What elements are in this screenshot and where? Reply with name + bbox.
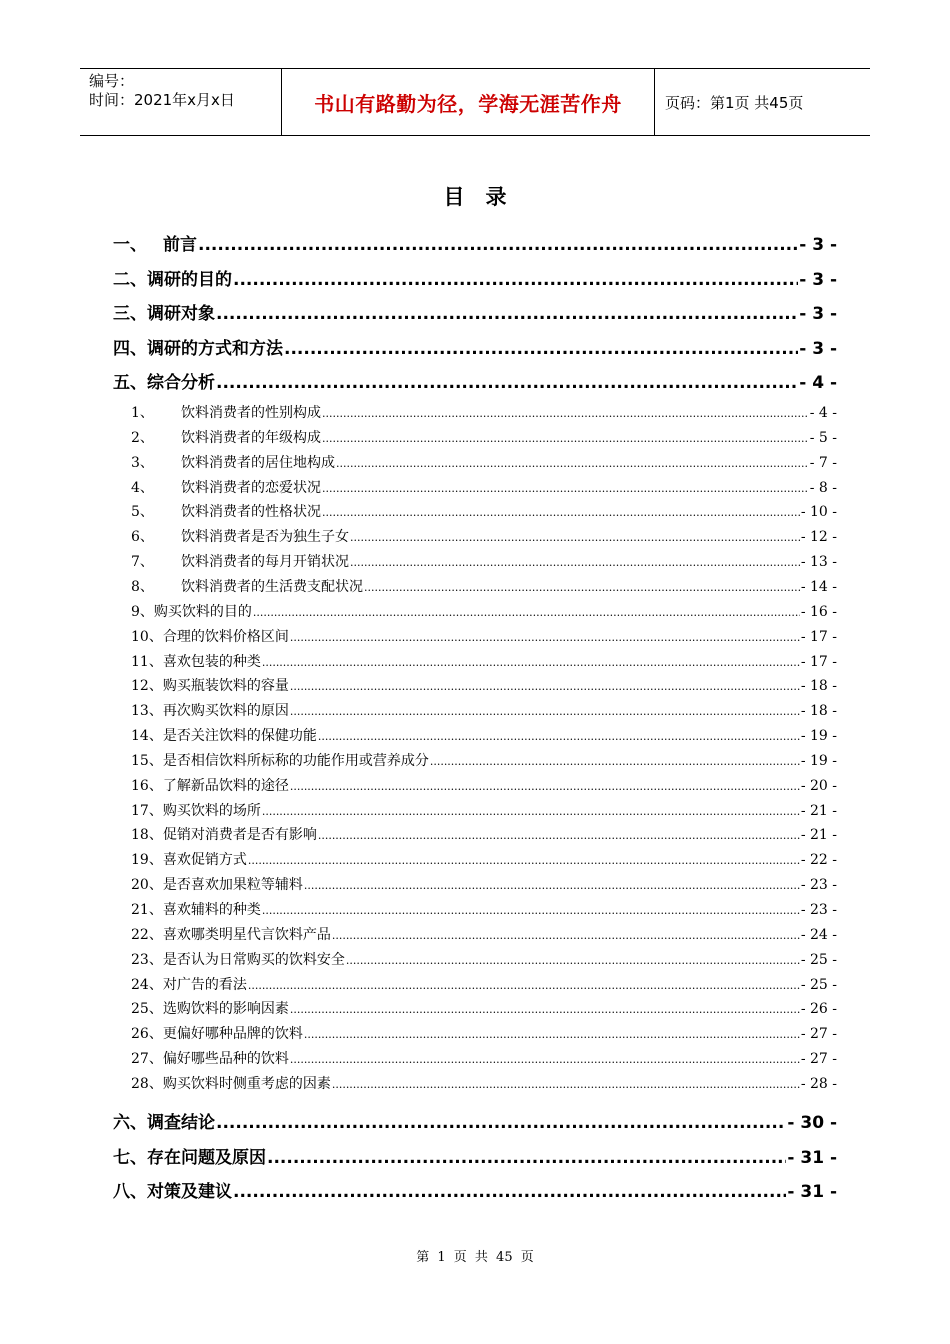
toc-entry-label: 合理的饮料价格区间: [162, 628, 289, 645]
toc-entry-label: 喜欢哪类明星代言饮料产品: [162, 926, 331, 943]
toc-entry-label: 调研对象: [147, 304, 215, 323]
toc-entry[interactable]: [131, 824, 837, 844]
toc-entry-label: 调研的方式和方法: [147, 338, 283, 358]
toc-entry[interactable]: [131, 402, 837, 422]
toc-entry[interactable]: [131, 1023, 837, 1043]
toc-dot-leader: [304, 1026, 800, 1042]
toc-dot-leader: [430, 753, 800, 769]
toc-entry-page: - 21 -: [800, 827, 837, 844]
toc-entry[interactable]: [131, 725, 837, 745]
toc-entry-number: 16、: [131, 777, 163, 794]
toc-entry-number: 七、: [113, 1147, 147, 1167]
toc-entry-label: 对策及建议: [147, 1182, 232, 1201]
toc-entry-page: - 16 -: [800, 603, 837, 620]
toc-dot-leader: [304, 877, 800, 893]
toc-entry[interactable]: [113, 1177, 837, 1201]
toc-entry-page: - 23 -: [800, 877, 837, 894]
toc-entry-number: 12、: [131, 678, 163, 695]
toc-entry-number: 8、: [131, 578, 154, 595]
toc-dot-leader: [248, 977, 800, 993]
toc-entry-label: 饮料消费者的年级构成: [181, 429, 321, 446]
toc-entry-number: 2、: [131, 429, 154, 446]
toc-entry-page: - 22 -: [800, 852, 837, 869]
toc-entry-label: 喜欢包装的种类: [162, 653, 261, 670]
toc-entry-number: 13、: [131, 703, 163, 720]
toc-dot-leader: [364, 579, 800, 595]
toc-entry-number: 1、: [131, 405, 154, 421]
toc-entry-page: - 27 -: [800, 1026, 837, 1043]
toc-entry-page: - 10 -: [800, 504, 837, 521]
toc-dot-leader: [318, 827, 800, 843]
toc-dot-leader: [332, 1076, 800, 1092]
toc-entry-number: 21、: [131, 902, 163, 918]
toc-entry-page: - 30 -: [787, 1113, 837, 1132]
toc-entry-page: - 3 -: [799, 269, 837, 289]
toc-entry[interactable]: [131, 949, 837, 969]
toc-entry-number: 八、: [113, 1182, 147, 1201]
toc-entry-number: 一、: [113, 235, 147, 254]
toc-dot-leader: [350, 529, 800, 545]
toc-entry-page: - 5 -: [809, 429, 837, 446]
toc-entry[interactable]: [131, 626, 837, 646]
toc-entry[interactable]: [131, 1073, 837, 1093]
header-motto: 书山有路勤为径，学海无涯苦作舟: [314, 91, 622, 116]
toc-entry[interactable]: [131, 551, 837, 571]
toc-entry[interactable]: [113, 334, 837, 358]
toc-entry[interactable]: [131, 750, 837, 770]
toc-entry-number: 22、: [131, 926, 163, 943]
toc-entry[interactable]: [113, 1143, 837, 1167]
header-code-label: 编号：: [89, 72, 135, 90]
toc-entry[interactable]: [131, 899, 837, 919]
page-footer: 第 1 页 共 45 页: [416, 1250, 534, 1265]
toc-entry-page: - 4 -: [809, 405, 837, 421]
toc-entry-label: 购买饮料时侧重考虑的因素: [162, 1075, 331, 1092]
toc-dot-leader: [322, 405, 809, 421]
toc-entry[interactable]: [131, 700, 837, 720]
toc-entry-number: 4、: [131, 479, 154, 496]
toc-entry-label: 调研的目的: [147, 269, 232, 289]
toc-entry-label: 偏好哪些品种的饮料: [162, 1051, 289, 1068]
toc-entry-number: 24、: [131, 976, 163, 993]
toc-entry[interactable]: [131, 452, 837, 472]
toc-entry-label: 前言: [163, 235, 197, 254]
header-time-label: 时间：2021年x月x日: [89, 91, 235, 109]
toc-entry[interactable]: [131, 1048, 837, 1068]
toc-entry[interactable]: [131, 675, 837, 695]
toc-dot-leader: [322, 504, 800, 520]
toc-dot-leader: [290, 678, 800, 694]
toc-entry[interactable]: [131, 576, 837, 596]
toc-dot-leader: [267, 1148, 786, 1167]
toc-dot-leader: [290, 1001, 800, 1017]
toc-entry-label: 了解新品饮料的途径: [162, 777, 289, 794]
toc-dot-leader: [290, 1051, 800, 1067]
page-header: [80, 68, 870, 136]
toc-entry[interactable]: [131, 601, 837, 621]
toc-entry-number: 三、: [113, 304, 147, 323]
toc-entry-label: 存在问题及原因: [147, 1147, 266, 1167]
toc-entry[interactable]: [131, 427, 837, 447]
toc-entry[interactable]: [131, 800, 837, 820]
toc-dot-leader: [248, 852, 800, 868]
toc-dot-leader: [290, 703, 800, 719]
toc-entry-label: 饮料消费者的每月开销状况: [181, 554, 349, 571]
toc-entry[interactable]: [131, 998, 837, 1018]
toc-entry-number: 9、: [131, 603, 154, 620]
toc-entry[interactable]: [113, 299, 837, 323]
toc-entry[interactable]: [131, 775, 837, 795]
toc-dot-leader: [284, 339, 798, 358]
toc-entry-number: 15、: [131, 752, 163, 769]
toc-entry-number: 5、: [131, 504, 154, 521]
toc-entry-page: - 3 -: [799, 338, 837, 358]
toc-entry-label: 饮料消费者的生活费支配状况: [181, 578, 363, 595]
toc-entry-page: - 18 -: [800, 678, 837, 695]
toc-entry-number: 7、: [131, 554, 154, 571]
toc-entry-page: - 18 -: [800, 703, 837, 720]
toc-entry[interactable]: [113, 265, 837, 289]
toc-entry[interactable]: [131, 974, 837, 994]
toc-entry-page: - 31 -: [787, 1182, 837, 1201]
toc-entry-number: 20、: [131, 877, 163, 894]
toc-dot-leader: [346, 952, 800, 968]
toc-dot-leader: [216, 1113, 786, 1132]
toc-dot-leader: [216, 304, 798, 323]
toc-entry-label: 促销对消费者是否有影响: [162, 827, 317, 844]
toc-entry-number: 14、: [131, 728, 163, 745]
toc-entry-number: 26、: [131, 1026, 163, 1043]
toc-dot-leader: [290, 629, 800, 645]
toc-entry[interactable]: [113, 230, 837, 254]
toc-entry-number: 10、: [131, 628, 163, 645]
toc-entry-label: 综合分析: [147, 373, 215, 392]
toc-dot-leader: [318, 728, 800, 744]
toc-entry[interactable]: [131, 924, 837, 944]
toc-dot-leader: [262, 803, 800, 819]
toc-entry-label: 购买饮料的场所: [162, 802, 261, 819]
toc-entry-label: 购买瓶装饮料的容量: [162, 678, 289, 695]
toc-entry-number: 3、: [131, 454, 154, 471]
toc-entry-label: 饮料消费者的居住地构成: [181, 454, 335, 471]
header-meta-cell: [80, 69, 282, 135]
toc-entry-page: - 3 -: [799, 235, 837, 254]
toc-entry-page: - 19 -: [800, 728, 837, 745]
header-motto-cell: [282, 69, 655, 135]
toc-entry-page: - 4 -: [799, 373, 837, 392]
toc-entry-page: - 13 -: [800, 554, 837, 571]
toc-dot-leader: [350, 554, 800, 570]
toc-entry-page: - 19 -: [800, 752, 837, 769]
toc-entry-page: - 25 -: [800, 976, 837, 993]
toc-entry[interactable]: [131, 651, 837, 671]
toc-entry-number: 四、: [113, 338, 147, 358]
toc-entry-number: 23、: [131, 951, 163, 968]
toc-entry-number: 二、: [113, 269, 147, 289]
toc-title: 目 录: [443, 185, 507, 209]
toc-entry-label: 饮料消费者的性格状况: [181, 504, 321, 521]
toc-entry-label: 饮料消费者的性别构成: [181, 405, 321, 421]
toc-entry-page: - 17 -: [800, 653, 837, 670]
toc-entry-page: - 3 -: [799, 304, 837, 323]
toc-entry-page: - 14 -: [800, 578, 837, 595]
toc-entry-number: 6、: [131, 529, 154, 546]
toc-entry-number: 18、: [131, 827, 163, 844]
toc-entry-number: 25、: [131, 1001, 163, 1018]
toc-entry-label: 饮料消费者是否为独生子女: [181, 529, 349, 546]
toc-dot-leader: [290, 778, 800, 794]
toc-dot-leader: [233, 270, 798, 289]
toc-entry-page: - 23 -: [800, 902, 837, 918]
toc-dot-leader: [322, 480, 809, 496]
toc-entry-page: - 28 -: [800, 1075, 837, 1092]
header-page-info: 页码：第1页 共45页: [665, 93, 804, 112]
toc-entry-label: 是否相信饮料所标称的功能作用或营养成分: [162, 752, 429, 769]
toc-entry-label: 喜欢辅料的种类: [162, 902, 261, 918]
toc-entry[interactable]: [131, 477, 837, 497]
toc-dot-leader: [253, 604, 800, 620]
toc-entry-number: 11、: [131, 653, 163, 670]
toc-entry-number: 28、: [131, 1075, 163, 1092]
toc-entry-label: 饮料消费者的恋爱状况: [181, 479, 321, 496]
toc-entry-page: - 8 -: [809, 479, 837, 496]
header-page-cell: [655, 69, 870, 135]
toc-entry-label: 喜欢促销方式: [162, 852, 247, 869]
toc-entry[interactable]: [113, 1108, 837, 1132]
toc-entry[interactable]: [131, 526, 837, 546]
toc-entry[interactable]: [131, 501, 837, 521]
toc-entry-page: - 21 -: [800, 802, 837, 819]
toc-entry-number: 五、: [113, 373, 147, 392]
toc-entry-label: 再次购买饮料的原因: [162, 703, 289, 720]
toc-entry-number: 19、: [131, 852, 163, 869]
toc-entry-label: 是否关注饮料的保健功能: [162, 728, 317, 745]
toc-entry-page: - 12 -: [800, 529, 837, 546]
toc-dot-leader: [262, 902, 800, 918]
toc-dot-leader: [332, 927, 800, 943]
toc-entry-label: 是否喜欢加果粒等辅料: [162, 877, 303, 894]
toc-entry-page: - 20 -: [800, 777, 837, 794]
toc-dot-leader: [322, 430, 809, 446]
toc-entry-page: - 25 -: [800, 951, 837, 968]
toc-entry[interactable]: [113, 368, 837, 392]
toc-dot-leader: [233, 1182, 786, 1201]
toc-entry-label: 对广告的看法: [162, 976, 247, 993]
toc-entry-page: - 26 -: [800, 1001, 837, 1018]
toc-entry-label: 调查结论: [147, 1113, 215, 1132]
toc-entry-label: 选购饮料的影响因素: [162, 1001, 289, 1018]
toc-entry-page: - 31 -: [787, 1147, 837, 1167]
toc-dot-leader: [198, 235, 798, 254]
toc-dot-leader: [216, 373, 798, 392]
toc-dot-leader: [262, 654, 800, 670]
toc-entry-label: 购买饮料的目的: [153, 603, 252, 620]
toc-entry-page: - 24 -: [800, 926, 837, 943]
toc-entry-page: - 17 -: [800, 628, 837, 645]
toc-entry-page: - 27 -: [800, 1051, 837, 1068]
toc-entry-label: 更偏好哪种品牌的饮料: [162, 1026, 303, 1043]
toc-entry[interactable]: [131, 849, 837, 869]
toc-entry-number: 六、: [113, 1113, 147, 1132]
toc-entry-page: - 7 -: [809, 454, 837, 471]
toc-entry-number: 27、: [131, 1051, 163, 1068]
toc-entry-label: 是否认为日常购买的饮料安全: [162, 951, 345, 968]
toc-entry-number: 17、: [131, 802, 163, 819]
toc-entry[interactable]: [131, 874, 837, 894]
toc-dot-leader: [336, 455, 809, 471]
